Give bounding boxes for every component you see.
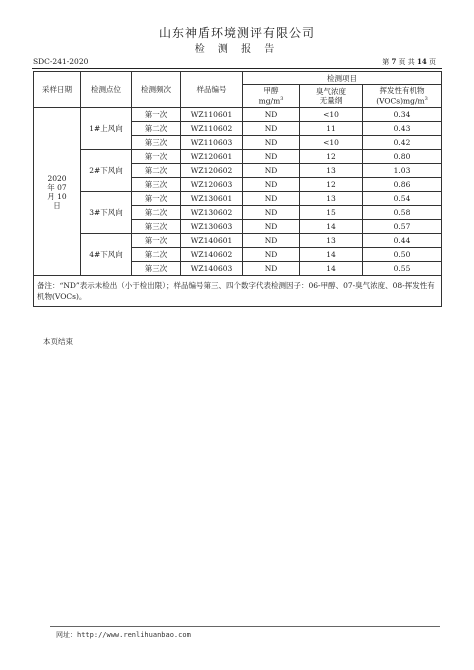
sample-id-cell: WZ140603 [181,262,243,276]
page-indicator: 第 7 页 共 14 页 [382,57,436,66]
table-row [34,150,442,164]
footer-rule [50,626,440,627]
odor-cell: 13 [300,192,363,206]
vocs-cell: 0.44 [363,234,442,248]
frequency-cell: 第一次 [132,234,181,248]
results-table [33,71,442,307]
results-table-body [34,72,442,307]
sample-id-cell: WZ130601 [181,192,243,206]
footer-website: 网址：http://www.renlihuanbao.com [56,631,191,639]
header-test-items: 检测项目 [243,72,442,85]
document-title: 检 测 报 告 [194,44,280,55]
methanol-cell: ND [243,150,300,164]
header-methanol: 甲醇 $mg/m^3$ [243,85,300,108]
vocs-cell: 0.42 [363,136,442,150]
sample-id-cell: WZ120601 [181,150,243,164]
odor-cell: 15 [300,206,363,220]
sample-id-cell: WZ140602 [181,248,243,262]
methanol-cell: ND [243,192,300,206]
frequency-cell: 第三次 [132,220,181,234]
vocs-cell: 0.54 [363,192,442,206]
company-name: 山东神盾环境测评有限公司 [158,26,315,40]
odor-cell: 12 [300,150,363,164]
sample-id-cell: WZ120603 [181,178,243,192]
header-sample-id: 样品编号 [181,72,243,108]
methanol-cell: ND [243,136,300,150]
monitoring-point-cell: 3#下风向 [81,192,132,234]
odor-cell: 12 [300,178,363,192]
monitoring-point-cell: 1#上风向 [81,108,132,150]
document-number: SDC-241-2020 [33,57,89,66]
odor-cell: 11 [300,122,363,136]
odor-cell: 14 [300,220,363,234]
odor-cell: 13 [300,234,363,248]
methanol-cell: ND [243,220,300,234]
methanol-cell: ND [243,108,300,122]
sampling-date-cell: 2020 年 07 月 10 日 [34,108,81,276]
header-frequency: 检测频次 [132,72,181,108]
vocs-cell: 0.43 [363,122,442,136]
frequency-cell: 第三次 [132,178,181,192]
page-total: 14 [417,57,427,66]
frequency-cell: 第三次 [132,136,181,150]
frequency-cell: 第二次 [132,248,181,262]
methanol-cell: ND [243,122,300,136]
sample-id-cell: WZ130603 [181,220,243,234]
odor-cell: 14 [300,262,363,276]
header-point: 检测点位 [81,72,132,108]
frequency-cell: 第一次 [132,108,181,122]
methanol-cell: ND [243,206,300,220]
frequency-cell: 第二次 [132,164,181,178]
sample-id-cell: WZ110603 [181,136,243,150]
sample-id-cell: WZ110602 [181,122,243,136]
table-note: 备注：“ND”表示未检出（小于检出限）；样品编号第三、四个数字代表检测因子：06-甲醇、07-臭气浓度、08-挥发性有机物(VOCs)。 [34,276,442,307]
table-row [34,234,442,248]
page-number: 7 [391,57,397,66]
monitoring-point-cell: 2#下风向 [81,150,132,192]
frequency-cell: 第一次 [132,192,181,206]
vocs-cell: 0.55 [363,262,442,276]
header-date: 采样日期 [34,72,81,108]
methanol-cell: ND [243,248,300,262]
note-row [34,276,442,307]
vocs-cell: 0.57 [363,220,442,234]
odor-cell: 14 [300,248,363,262]
methanol-cell: ND [243,234,300,248]
frequency-cell: 第一次 [132,150,181,164]
frequency-cell: 第二次 [132,206,181,220]
odor-cell: 13 [300,164,363,178]
monitoring-point-cell: 4#下风向 [81,234,132,276]
header-row-1 [34,72,442,85]
header-vocs: 挥发性有机物 $(VOCs)mg/m^3$ [363,85,442,108]
vocs-cell: 0.34 [363,108,442,122]
frequency-cell: 第三次 [132,262,181,276]
vocs-cell: 1.03 [363,164,442,178]
sample-id-cell: WZ110601 [181,108,243,122]
table-row [34,108,442,122]
vocs-cell: 0.50 [363,248,442,262]
odor-cell: <10 [300,136,363,150]
vocs-cell: 0.86 [363,178,442,192]
sample-id-cell: WZ130602 [181,206,243,220]
end-of-page-note: 本页结束 [43,337,73,346]
header-rule [32,68,442,69]
vocs-cell: 0.58 [363,206,442,220]
sample-id-cell: WZ120602 [181,164,243,178]
header-odor: 臭气浓度 无量纲 [300,85,363,108]
table-row [34,192,442,206]
vocs-cell: 0.80 [363,150,442,164]
methanol-cell: ND [243,262,300,276]
frequency-cell: 第二次 [132,122,181,136]
sample-id-cell: WZ140601 [181,234,243,248]
methanol-cell: ND [243,164,300,178]
odor-cell: <10 [300,108,363,122]
methanol-cell: ND [243,178,300,192]
